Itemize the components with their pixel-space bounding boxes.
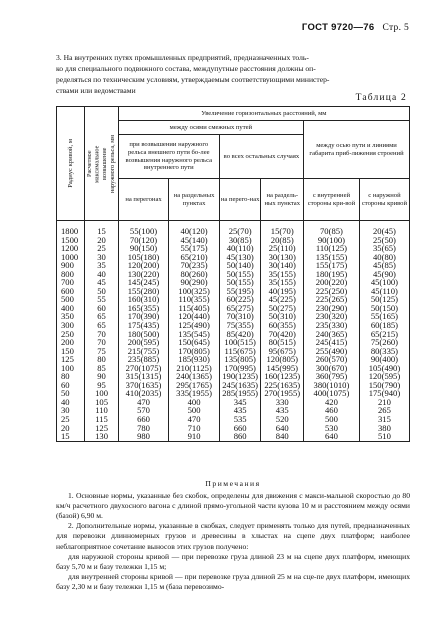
table-cell: 120(200) — [118, 261, 169, 270]
table-cell: 40(195) — [261, 287, 304, 296]
table-cell: 50(155) — [219, 278, 261, 287]
header-stage: на перегонах — [118, 179, 169, 221]
header-calc-elevation: Расчетное максимальное возвышение наружного рельса, мм — [85, 107, 118, 221]
table-cell: 100(325) — [169, 287, 220, 296]
table-cell: 145(995) — [261, 364, 304, 373]
table-cell: 45(90) — [359, 270, 409, 279]
table-cell: 115 — [85, 415, 118, 424]
page-header — [302, 22, 409, 33]
table-cell: 70(120) — [118, 236, 169, 245]
note-paragraph: для наружной стороны кривой — при перевозке груза длиной 23 м на сцепе двух платформ, имеющих базу 5,70 м и базу тележки 1,15 м; — [56, 551, 410, 571]
table-cell: 170(390) — [118, 312, 169, 321]
table-cell: 155(280) — [118, 287, 169, 296]
table-cell: 170(995) — [219, 364, 261, 373]
table-cell: 600 — [57, 287, 85, 296]
table-cell: 75(355) — [219, 321, 261, 330]
table-cell: 55 — [85, 295, 118, 304]
table-cell: 70(235) — [169, 261, 220, 270]
table-cell: 570 — [118, 406, 169, 415]
table-cell: 35(65) — [359, 244, 409, 253]
table-cell: 80(335) — [359, 347, 409, 356]
header-between-axes: между осями смежных путей — [118, 121, 303, 135]
table-cell: 45(225) — [261, 295, 304, 304]
table-cell: 105 — [85, 398, 118, 407]
table-cell: 135(805) — [219, 355, 261, 364]
table-cell: 45(140) — [169, 236, 220, 245]
table-cell: 35 — [85, 261, 118, 270]
table-cell: 135(155) — [304, 253, 360, 262]
table-cell: 70(420) — [261, 330, 304, 339]
table-cell: 200 — [57, 338, 85, 347]
table-cell: 840 — [261, 432, 304, 441]
header-outer-side: с наружной стороны кривой — [359, 179, 409, 221]
table-cell: 175(435) — [118, 321, 169, 330]
table-cell: 150(645) — [169, 338, 220, 347]
table-cell: 50(150) — [359, 304, 409, 313]
table-cell: 25(50) — [359, 236, 409, 245]
table-cell: 190(1235) — [219, 372, 261, 381]
table-cell: 20(45) — [359, 221, 409, 236]
table-cell: 30 — [57, 406, 85, 415]
table-cell: 40(110) — [219, 244, 261, 253]
table-cell: 80(260) — [169, 270, 220, 279]
table-cell: 60 — [85, 304, 118, 313]
table-cell: 130(220) — [118, 270, 169, 279]
table-cell: 70 — [85, 338, 118, 347]
table-cell: 110(125) — [304, 244, 360, 253]
table-cell: 30(140) — [261, 261, 304, 270]
table-cell: 50 — [57, 389, 85, 398]
table-cell: 165(355) — [118, 304, 169, 313]
table-cell: 260(570) — [304, 355, 360, 364]
table-cell: 125(490) — [169, 321, 220, 330]
table-cell: 200(220) — [304, 278, 360, 287]
table-cell: 100 — [85, 389, 118, 398]
table-cell: 50(310) — [261, 312, 304, 321]
notes-title: Примечания — [205, 479, 261, 488]
table-cell: 500 — [169, 406, 220, 415]
table-cell: 330 — [261, 398, 304, 407]
table-cell: 90(150) — [118, 244, 169, 253]
table-cell: 90 — [85, 372, 118, 381]
table-cell: 65 — [85, 312, 118, 321]
table-cell: 180(500) — [118, 330, 169, 339]
table-cell: 1200 — [57, 244, 85, 253]
table-cell: 25 — [57, 415, 85, 424]
table-caption: Таблица 2 — [355, 93, 407, 103]
table-cell: 90(100) — [304, 236, 360, 245]
table-cell: 640 — [304, 432, 360, 441]
table-cell: 80(515) — [261, 338, 304, 347]
table-cell: 70(85) — [304, 221, 360, 236]
table-cell: 235(330) — [304, 321, 360, 330]
table-row — [57, 389, 410, 398]
table-cell: 70 — [85, 330, 118, 339]
table-cell: 100 — [57, 364, 85, 373]
table-cell: 130 — [85, 432, 118, 441]
table-cell: 660 — [118, 415, 169, 424]
table-cell: 700 — [57, 278, 85, 287]
table-cell: 1000 — [57, 253, 85, 262]
table-cell: 55(100) — [118, 221, 169, 236]
table-cell: 150(790) — [359, 381, 409, 390]
clearance-table — [56, 106, 410, 442]
table-cell: 70(310) — [219, 312, 261, 321]
table-cell: 215(755) — [118, 347, 169, 356]
table-cell: 90(290) — [169, 278, 220, 287]
table-cell: 300(670) — [304, 364, 360, 373]
table-cell: 270(1075) — [118, 364, 169, 373]
table-cell: 470 — [118, 398, 169, 407]
table-cell: 780 — [118, 424, 169, 433]
intro-line: ствами или ведомствами — [56, 86, 136, 95]
table-cell: 225(250) — [304, 287, 360, 296]
table-cell: 170(805) — [169, 347, 220, 356]
table-cell: 1500 — [57, 236, 85, 245]
table-cell: 500 — [304, 415, 360, 424]
table-cell: 210 — [359, 398, 409, 407]
table-cell: 30 — [85, 253, 118, 262]
table-cell: 315 — [359, 415, 409, 424]
table-cell: 105(180) — [118, 253, 169, 262]
table-cell: 245(415) — [304, 338, 360, 347]
table-cell: 65(210) — [169, 253, 220, 262]
table-cell: 65 — [85, 321, 118, 330]
table-cell: 15 — [57, 432, 85, 441]
note-paragraph: 1. Основные нормы, указанные без скобок, определены для движения с макси-мальной скоростью до 80 км/ч расчетного двухосного вагона с длиной прямо-угольной части кузова 10 м и расстоянием между осями (базой) 6,90 м. — [56, 491, 410, 521]
table-cell: 270(1955) — [261, 389, 304, 398]
table-cell: 95 — [85, 381, 118, 390]
table-cell: 125 — [57, 355, 85, 364]
table-row — [57, 398, 410, 407]
intro-paragraph — [56, 52, 408, 96]
table-cell: 15 — [85, 221, 118, 236]
table-cell: 315(1315) — [118, 372, 169, 381]
table-cell: 240(365) — [304, 330, 360, 339]
table-cell: 60(355) — [261, 321, 304, 330]
table-cell: 370(1635) — [118, 381, 169, 390]
table-cell: 105(490) — [359, 364, 409, 373]
table-cell: 800 — [57, 270, 85, 279]
table-cell: 860 — [219, 432, 261, 441]
table-cell: 30(130) — [261, 253, 304, 262]
header-stage-2: на перего-нах — [219, 179, 261, 221]
table-row — [57, 221, 410, 236]
table-cell: 155(175) — [304, 261, 360, 270]
table-cell: 145(245) — [118, 278, 169, 287]
table-cell: 245(1635) — [219, 381, 261, 390]
table-cell: 460 — [304, 406, 360, 415]
table-cell: 225(265) — [304, 295, 360, 304]
table-cell: 360(795) — [304, 372, 360, 381]
table-cell: 85 — [85, 364, 118, 373]
header-sidings: на раздельных пунктах — [169, 179, 220, 221]
table-cell: 135(545) — [169, 330, 220, 339]
table-cell: 25 — [85, 244, 118, 253]
table-cell: 45(130) — [219, 253, 261, 262]
table-cell: 15(70) — [261, 221, 304, 236]
table-cell: 285(1955) — [219, 389, 261, 398]
table-cell: 120(805) — [261, 355, 304, 364]
table-cell: 20 — [57, 424, 85, 433]
table-cell: 115(405) — [169, 304, 220, 313]
table-cell: 335(1955) — [169, 389, 220, 398]
table-cell: 380(1010) — [304, 381, 360, 390]
table-cell: 120(595) — [359, 372, 409, 381]
table-cell: 85(420) — [219, 330, 261, 339]
table-cell: 510 — [359, 432, 409, 441]
table-cell: 350 — [57, 312, 85, 321]
table-cell: 110(355) — [169, 295, 220, 304]
table-cell: 45(100) — [359, 278, 409, 287]
table-cell: 410(2035) — [118, 389, 169, 398]
table-cell: 50(125) — [359, 295, 409, 304]
table-cell: 300 — [57, 321, 85, 330]
table-cell: 435 — [219, 406, 261, 415]
table-cell: 345 — [219, 398, 261, 407]
table-cell: 80 — [57, 372, 85, 381]
note-paragraph: для внутренней стороны кривой — при перевозке груза длиной 25 м на сце-пе двух платформ, имеющих базу 2,30 м и базу тележки 1,15 м (база перевозимо- — [56, 571, 410, 591]
table-cell: 400(1075) — [304, 389, 360, 398]
table-cell: 180(195) — [304, 270, 360, 279]
notes-section — [56, 479, 410, 592]
table-cell: 230(290) — [304, 304, 360, 313]
table-row — [57, 432, 410, 441]
intro-line: ределяться по техническим условиям, утверждаемым соответствующими министер- — [56, 75, 330, 84]
table-cell: 35(155) — [261, 270, 304, 279]
table-cell: 420 — [304, 398, 360, 407]
table-cell: 1800 — [57, 221, 85, 236]
table-cell: 75 — [85, 347, 118, 356]
table-cell: 50 — [85, 287, 118, 296]
table-cell: 255(490) — [304, 347, 360, 356]
table-cell: 60(225) — [219, 295, 261, 304]
table-body — [57, 221, 410, 442]
table-cell: 380 — [359, 424, 409, 433]
table-cell: 65(215) — [359, 330, 409, 339]
table-cell: 185(930) — [169, 355, 220, 364]
table-cell: 40 — [85, 270, 118, 279]
table-cell: 20 — [85, 236, 118, 245]
table-cell: 400 — [57, 304, 85, 313]
header-radius: Радиус кривой, м — [57, 107, 85, 221]
table-cell: 710 — [169, 424, 220, 433]
note-paragraph: 2. Дополнительные нормы, указанные в скобках, следует применять только для путей, предназначенных для перевозки длинномерных грузов и древесины в хлыстах на сцепе двух платформ; наиболее неблагоприятное сочетание выносов этих грузов получено: — [56, 521, 410, 551]
table-cell: 230(320) — [304, 312, 360, 321]
table-cell: 240(1365) — [169, 372, 220, 381]
table-cell: 125 — [85, 424, 118, 433]
table-cell: 435 — [261, 406, 304, 415]
standard-number: ГОСТ 9720—76 — [301, 22, 375, 33]
table-cell: 160(1235) — [261, 372, 304, 381]
page-number: Стр. 5 — [382, 23, 409, 33]
table-cell: 25(70) — [219, 221, 261, 236]
header-inner-side: с внутренней стороны кри-вой — [304, 179, 360, 221]
table-cell: 115(675) — [219, 347, 261, 356]
header-sidings-2: на раздель-ных пунктах — [261, 179, 304, 221]
table-cell: 295(1765) — [169, 381, 220, 390]
table-row — [57, 424, 410, 433]
table-cell: 90(400) — [359, 355, 409, 364]
table-cell: 530 — [304, 424, 360, 433]
table-row — [57, 415, 410, 424]
table-cell: 200(595) — [118, 338, 169, 347]
table-cell: 40(120) — [169, 221, 220, 236]
table-row — [57, 406, 410, 415]
table-cell: 45(85) — [359, 261, 409, 270]
table-cell: 900 — [57, 261, 85, 270]
intro-line: 3. На внутренних путях промышленных предприятий, предназначенных толь- — [56, 53, 309, 62]
header-increase: Увеличение горизонтальных расстояний, мм — [118, 107, 409, 121]
table-cell: 55(195) — [219, 287, 261, 296]
table-cell: 45(110) — [359, 287, 409, 296]
table-cell: 100(515) — [219, 338, 261, 347]
table-cell: 20(85) — [261, 236, 304, 245]
intro-line: ко для специального подвижного состава, междупутные расстояния должны оп- — [56, 64, 316, 73]
table-cell: 660 — [219, 424, 261, 433]
table-cell: 50(140) — [219, 261, 261, 270]
table-cell: 95(675) — [261, 347, 304, 356]
table-cell: 55(175) — [169, 244, 220, 253]
table-cell: 60(185) — [359, 321, 409, 330]
table-cell: 30(85) — [219, 236, 261, 245]
table-cell: 520 — [261, 415, 304, 424]
table-cell: 120(440) — [169, 312, 220, 321]
table-cell: 150 — [57, 347, 85, 356]
table-cell: 640 — [261, 424, 304, 433]
table-cell: 110 — [85, 406, 118, 415]
table-cell: 25(110) — [261, 244, 304, 253]
table-cell: 980 — [118, 432, 169, 441]
table-cell: 160(310) — [118, 295, 169, 304]
table-cell: 50(275) — [261, 304, 304, 313]
table-cell: 50(155) — [219, 270, 261, 279]
header-outer-rail: при возвышении наружного рельса внешнего пути бо-лее возвышения наружного рельса внутреннего пути — [118, 135, 219, 179]
table-cell: 910 — [169, 432, 220, 441]
table-cell: 175(940) — [359, 389, 409, 398]
table-cell: 210(1125) — [169, 364, 220, 373]
table-cell: 60 — [57, 381, 85, 390]
table-cell: 470 — [169, 415, 220, 424]
table-cell: 500 — [57, 295, 85, 304]
table-cell: 45 — [85, 278, 118, 287]
header-axis-line: между осью пути и линиями габарита приб-лижения строений — [304, 121, 410, 179]
table-cell: 55(165) — [359, 312, 409, 321]
table-cell: 75(260) — [359, 338, 409, 347]
table-cell: 225(1635) — [261, 381, 304, 390]
table-cell: 535 — [219, 415, 261, 424]
header-all-others: во всех остальных случаях — [219, 135, 303, 179]
table-cell: 35(155) — [261, 278, 304, 287]
table-cell: 265 — [359, 406, 409, 415]
table-cell: 250 — [57, 330, 85, 339]
table-cell: 40(80) — [359, 253, 409, 262]
table-cell: 65(275) — [219, 304, 261, 313]
table-cell: 400 — [169, 398, 220, 407]
table-cell: 80 — [85, 355, 118, 364]
table-cell: 235(885) — [118, 355, 169, 364]
table-cell: 40 — [57, 398, 85, 407]
